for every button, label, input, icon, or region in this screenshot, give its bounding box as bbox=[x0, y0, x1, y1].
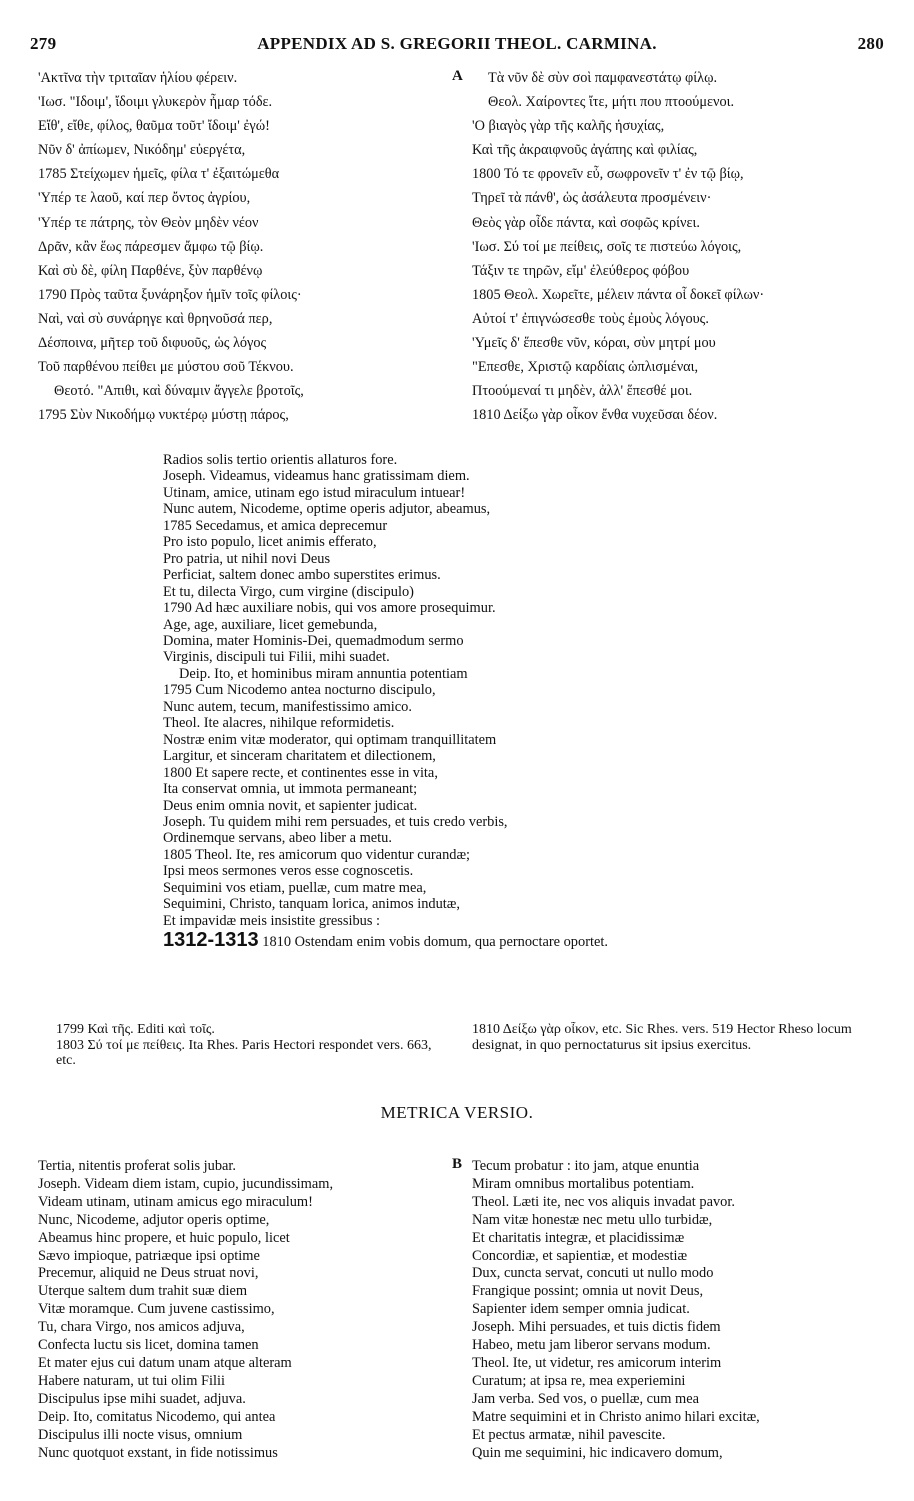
verse-line: Curatum; at ipsa re, mea experiemini bbox=[472, 1372, 686, 1389]
greek-line: Θεολ. Χαίροντες ἴτε, μήτι που πτοούμενοι. bbox=[488, 94, 735, 111]
verse-line: Sævo impioque, patriæque ipsi optime bbox=[38, 1247, 260, 1264]
latin-line: Utinam, amice, utinam ego istud miraculum intuear! bbox=[163, 484, 466, 501]
greek-line: 'Ιωσ. Σύ τοί με πείθεις, σοῖς τε πιστεύω λόγοις, bbox=[472, 238, 742, 255]
latin-line: Deus enim omnia novit, et sapienter judicat. bbox=[163, 797, 418, 814]
verse-line: Habere naturam, ut tui olim Filii bbox=[38, 1372, 226, 1389]
greek-line: "Επεσθε, Χριστῷ καρδίαις ὡπλισμέναι, bbox=[472, 359, 699, 376]
verse-line: Et charitatis integræ, et placidissimæ bbox=[472, 1229, 685, 1246]
latin-translation bbox=[163, 452, 803, 951]
verse-line: Nunc, Nicodeme, adjutor operis optime, bbox=[38, 1211, 270, 1228]
greek-column-left bbox=[38, 66, 448, 427]
greek-line: Νῦν δ' ἀπίωμεν, Νικόδημ' εὐεργέτα, bbox=[38, 142, 246, 159]
greek-line: 1790 Πρὸς ταῦτα ξυνάρηξον ἡμῖν τοῖς φίλοις· bbox=[38, 286, 302, 303]
greek-line: Καὶ σὺ δὲ, φίλη Παρθένε, ξὺν παρθένῳ bbox=[38, 262, 263, 279]
greek-line: Αὐτοί τ' ἐπιγνώσεσθε τοὺς ἐμοὺς λόγους. bbox=[472, 310, 709, 327]
latin-line: Nostræ enim vitæ moderator, qui optimam tranquillitatem bbox=[163, 731, 497, 748]
latin-line-last bbox=[163, 932, 803, 950]
latin-line: Radios solis tertio orientis allaturos fore. bbox=[163, 452, 398, 468]
verse-line: Miram omnibus mortalibus potentiam. bbox=[472, 1175, 695, 1192]
greek-line: Ναὶ, ναὶ σὺ συνάρηγε καὶ θρηνοῦσά περ, bbox=[38, 310, 273, 327]
verse-line: Vitæ moramque. Cum juvene castissimo, bbox=[38, 1301, 275, 1318]
latin-line: Pro patria, ut nihil novi Deus bbox=[163, 550, 331, 567]
patrologia-column-number: 1312-1313 bbox=[163, 932, 259, 951]
metrica-column-left bbox=[38, 1158, 448, 1462]
footnotes-right bbox=[472, 1022, 892, 1053]
greek-line: 1805 Θεολ. Χωρεῖτε, μέλειν πάντα οἷ δοκεῖ φίλων· bbox=[472, 286, 765, 303]
latin-line: Largitur, et sinceram charitatem et dilectionem, bbox=[163, 748, 436, 765]
verse-line: Precemur, aliquid ne Deus struat novi, bbox=[38, 1265, 259, 1282]
verse-line: Sapienter idem semper omnia judicat. bbox=[472, 1301, 690, 1318]
greek-line: 'Ιωσ. "Ιδοιμ', ἴδοιμι γλυκερὸν ἦμαρ τόδε. bbox=[38, 94, 273, 111]
greek-line: 'Ο βιαγὸς γὰρ τῆς καλῆς ἡσυχίας, bbox=[472, 118, 665, 135]
verse-line: Confecta luctu sis licet, domina tamen bbox=[38, 1337, 259, 1354]
latin-line: Et impavidæ meis insistite gressibus : bbox=[163, 912, 381, 929]
latin-line: Pro isto populo, licet animis efferato, bbox=[163, 534, 377, 551]
greek-column-right bbox=[472, 66, 892, 427]
latin-line: Nunc autem, Nicodeme, optime operis adjutor, abeamus, bbox=[163, 501, 491, 518]
greek-line: 1795 Σὺν Νικοδήμῳ νυκτέρῳ μύστῃ πάρος, bbox=[38, 407, 289, 424]
greek-line: 'Υπέρ τε λαοῦ, καί περ ὄντος ἀγρίου, bbox=[38, 190, 251, 207]
page-title: APPENDIX AD S. GREGORII THEOL. CARMINA. bbox=[257, 34, 657, 53]
verse-line: Concordiæ, et sapientiæ, et modestiæ bbox=[472, 1247, 688, 1264]
running-header bbox=[30, 34, 884, 56]
latin-line: Nunc autem, tecum, manifestissimo amico. bbox=[163, 698, 412, 715]
footnotes-left bbox=[56, 1022, 446, 1069]
verse-line: Dux, cuncta servat, concuti ut nullo modo bbox=[472, 1265, 714, 1282]
verse-line: Theol. Ite, ut videtur, res amicorum interim bbox=[472, 1354, 722, 1371]
verse-line: Joseph. Mihi persuades, et tuis dictis fidem bbox=[472, 1319, 721, 1336]
latin-line: Virginis, discipuli tui Filii, mihi suadet. bbox=[163, 649, 390, 666]
greek-line: Τάξιν τε τηρῶν, εἴμ' ἐλεύθερος φόβου bbox=[472, 262, 690, 279]
page-number-right: 280 bbox=[857, 34, 884, 53]
latin-line: Deip. Ito, et hominibus miram annuntia potentiam bbox=[179, 665, 468, 682]
greek-line: Θεὸς γὰρ οἶδε πάντα, καὶ σοφῶς κρίνει. bbox=[472, 214, 700, 231]
verse-line: Discipulus illi nocte visus, omnium bbox=[38, 1426, 243, 1443]
footnote: 1803 Σύ τοί με πείθεις. Ita Rhes. Paris Hectori respondet vers. 663, etc. bbox=[56, 1037, 432, 1068]
latin-line: 1805 Theol. Ite, res amicorum quo videntur curandæ; bbox=[163, 846, 471, 863]
verse-line: Habeo, metu jam liberor servans modum. bbox=[472, 1337, 711, 1354]
greek-line: Καὶ τῆς ἀκραιφνοῦς ἀγάπης καὶ φιλίας, bbox=[472, 142, 698, 159]
latin-line: 1785 Secedamus, et amica deprecemur bbox=[163, 517, 388, 534]
verse-line: Tertia, nitentis proferat solis jubar. bbox=[38, 1158, 237, 1174]
greek-line: 'Υμεῖς δ' ἕπεσθε νῦν, κόραι, σὺν μητρί μου bbox=[472, 335, 716, 352]
latin-line: Joseph. Tu quidem mihi rem persuades, et tuis credo verbis, bbox=[163, 813, 508, 830]
greek-line: 'Ακτῖνα τὴν τριταῖαν ἡλίου φέρειν. bbox=[38, 70, 238, 86]
latin-line: Ordinemque servans, abeo liber a metu. bbox=[163, 830, 392, 847]
verse-line: Abeamus hinc propere, et huic populo, licet bbox=[38, 1229, 290, 1246]
latin-line: Perficiat, saltem donec ambo superstites erimus. bbox=[163, 567, 441, 584]
verse-line: Et pectus armatæ, nihil pavescite. bbox=[472, 1426, 666, 1443]
verse-line: Quin me sequimini, hic indicavero domum, bbox=[472, 1444, 723, 1461]
greek-line: Τηρεῖ τὰ πάνθ', ὡς ἀσάλευτα προσμένειν· bbox=[472, 190, 712, 207]
latin-line: Sequimini, Christo, tanquam lorica, animos indutæ, bbox=[163, 896, 460, 913]
metrica-column-right bbox=[472, 1158, 892, 1462]
greek-line: Δρᾶν, κἂν ἕως πάρεσμεν ἄμφω τῷ βίῳ. bbox=[38, 238, 264, 255]
greek-line: Τὰ νῦν δὲ σὺν σοὶ παμφανεστάτῳ φίλῳ. bbox=[488, 70, 718, 86]
latin-line-text: 1810 Ostendam enim vobis domum, qua pernoctare oportet. bbox=[262, 934, 608, 951]
footnote: 1799 Καὶ τῆς. Editi καὶ τοῖς. bbox=[56, 1022, 215, 1037]
latin-line: Joseph. Videamus, videamus hanc gratissimam diem. bbox=[163, 468, 470, 485]
latin-line: Age, age, auxiliare, licet gemebunda, bbox=[163, 616, 378, 633]
latin-line: Domina, mater Hominis-Dei, quemadmodum sermo bbox=[163, 632, 464, 649]
greek-line: 'Υπέρ τε πάτρης, τὸν Θεὸν μηδὲν νέον bbox=[38, 214, 259, 231]
latin-line: 1790 Ad hæc auxiliare nobis, qui vos amore prosequimur. bbox=[163, 600, 496, 617]
verse-line: Uterque saltem dum trahit suæ diem bbox=[38, 1283, 248, 1300]
verse-line: Matre sequimini et in Christo animo hilari excitæ, bbox=[472, 1408, 760, 1425]
verse-line: Theol. Læti ite, nec vos aliquis invadat pavor. bbox=[472, 1193, 735, 1210]
verse-line: Jam verba. Sed vos, o puellæ, cum mea bbox=[472, 1390, 700, 1407]
greek-line: Τοῦ παρθένου πείθει με μύστου σοῦ Τέκνου. bbox=[38, 359, 294, 376]
latin-line: Et tu, dilecta Virgo, cum virgine (discipulo) bbox=[163, 583, 414, 600]
greek-line: Δέσποινα, μῆτερ τοῦ διφυοῦς, ὡς λόγος bbox=[38, 335, 267, 352]
latin-line: Theol. Ite alacres, nihilque reformidetis. bbox=[163, 715, 395, 732]
verse-line: Joseph. Videam diem istam, cupio, jucundissimam, bbox=[38, 1175, 334, 1192]
greek-line: 1785 Στείχωμεν ἡμεῖς, φίλα τ' ἐξαιτώμεθα bbox=[38, 166, 280, 183]
greek-line: Θεοτό. "Απιθι, καὶ δύναμιν ἄγγελε βροτοῖς, bbox=[54, 383, 304, 400]
greek-line: 1800 Τό τε φρονεῖν εὖ, σωφρονεῖν τ' ἐν τῷ βίῳ, bbox=[472, 166, 744, 183]
footnote: 1810 Δείξω γὰρ οἶκον, etc. Sic Rhes. vers. 519 Hector Rheso locum designat, in quo pernoctaturus sit ipsius exercitus. bbox=[472, 1022, 852, 1053]
latin-line: 1800 Et sapere recte, et continentes esse in vita, bbox=[163, 764, 438, 781]
latin-line: Ita conservat omnia, ut immota permaneant; bbox=[163, 781, 418, 798]
page-number-left: 279 bbox=[30, 34, 57, 53]
greek-line: 1810 Δείξω γὰρ οἶκον ἔνθα νυχεῦσαι δέον. bbox=[472, 407, 718, 424]
latin-line: Sequimini vos etiam, puellæ, cum matre mea, bbox=[163, 879, 427, 896]
verse-line: Deip. Ito, comitatus Nicodemo, qui antea bbox=[38, 1408, 276, 1425]
verse-line: Nunc quotquot exstant, in fide notissimus bbox=[38, 1444, 278, 1461]
verse-line: Nam vitæ honestæ nec metu ullo turbidæ, bbox=[472, 1211, 713, 1228]
verse-line: Discipulus ipse mihi suadet, adjuva. bbox=[38, 1390, 246, 1407]
column-marker-a: A bbox=[452, 68, 463, 84]
verse-line: Frangique possint; omnia ut novit Deus, bbox=[472, 1283, 704, 1300]
latin-line: Ipsi meos sermones veros esse cognoscetis. bbox=[163, 863, 414, 880]
verse-line: Tu, chara Virgo, nos amicos adjuva, bbox=[38, 1319, 245, 1336]
verse-line: Tecum probatur : ito jam, atque enuntia bbox=[472, 1158, 700, 1174]
latin-line: 1795 Cum Nicodemo antea nocturno discipulo, bbox=[163, 682, 436, 699]
column-marker-b: B bbox=[452, 1156, 463, 1172]
verse-line: Videam utinam, utinam amicus ego miraculum! bbox=[38, 1193, 313, 1210]
greek-line: Πτοούμεναί τι μηδὲν, ἀλλ' ἕπεσθέ μοι. bbox=[472, 383, 693, 400]
section-title: METRICA VERSIO. bbox=[380, 1103, 534, 1122]
verse-line: Et mater ejus cui datum unam atque alteram bbox=[38, 1354, 292, 1371]
greek-line: Εἴθ', εἴθε, φίλος, θαῦμα τοῦτ' ἴδοιμ' ἐγώ! bbox=[38, 118, 270, 135]
